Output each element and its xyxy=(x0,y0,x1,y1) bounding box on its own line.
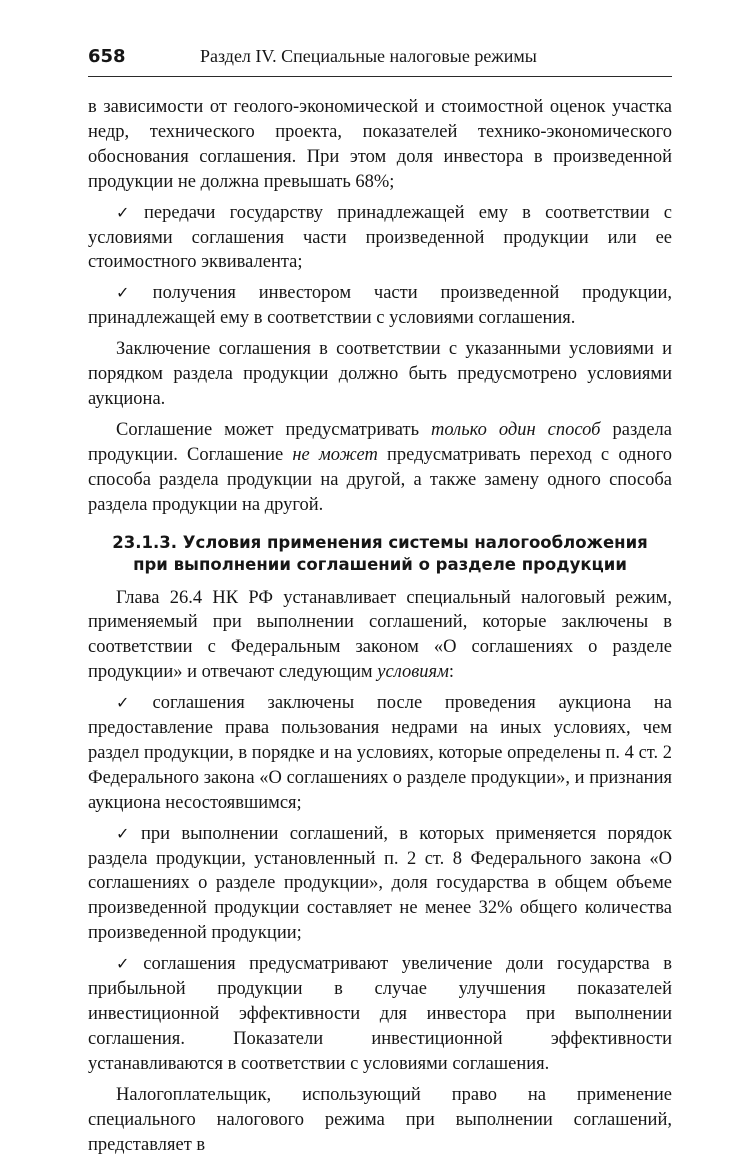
check-icon: ✓ xyxy=(116,693,148,713)
check-icon: ✓ xyxy=(116,283,148,303)
emphasis-text: условиям xyxy=(377,662,449,683)
list-item xyxy=(88,201,672,276)
list-item xyxy=(88,822,672,947)
check-icon: ✓ xyxy=(116,954,139,974)
paragraph: Налогоплательщик, использующий право на применение специального налогового режима при выполнении соглашений, представляет в xyxy=(88,1084,672,1155)
paragraph xyxy=(88,418,672,518)
list-item-text: соглашения заключены после проведения аукциона на предоставление права пользования недрами на иных условиях, чем раздел продукции, в порядке и на условиях, которые определены п. 4 ст. 2 Федерального закона «О соглашениях о разделе продукции», и признания аукциона несостоявшимся; xyxy=(88,693,672,813)
page-body xyxy=(88,95,672,1157)
text-run: Соглашение может предусматривать xyxy=(116,419,432,440)
running-title: Раздел IV. Специальные налоговые режимы xyxy=(200,46,537,66)
section-heading-line: при выполнении соглашений о разделе продукции xyxy=(133,554,627,574)
page-header xyxy=(88,40,672,77)
section-heading xyxy=(88,532,672,576)
check-icon: ✓ xyxy=(116,202,139,222)
text-run: предусматривать переход с одного способа раздела продукции на другой, а также замену одного способа раздела продукции на другой. xyxy=(88,444,672,515)
paragraph: Заключение соглашения в соответствии с указанными условиями и порядком раздела продукции должно быть предусмотрено условиями аукциона. xyxy=(88,339,672,409)
book-page xyxy=(88,40,672,1163)
emphasis-text: только один способ xyxy=(431,419,601,440)
list-item xyxy=(88,952,672,1077)
section-heading-line: 23.1.3. Условия применения системы налогообложения xyxy=(112,532,648,552)
list-item xyxy=(88,691,672,816)
list-item-text: при выполнении соглашений, в которых применяется порядок раздела продукции, установленный п. 2 ст. 8 Федерального закона «О соглашениях о разделе продукции», доля государства в общем объеме произведенной продукции составляет не менее 32% общего количества произведенной продукции; xyxy=(88,823,672,944)
text-run: Глава 26.4 НК РФ устанавливает специальный налоговый режим, применяемый при выполнении соглашений, которые заключены в соответствии с Федеральным законом «О соглашениях о разделе продукции» и отвечают следующим xyxy=(88,587,672,683)
emphasis-text: не может xyxy=(292,444,378,465)
text-run: раздела продукции. Соглашение xyxy=(88,419,672,465)
page-number: 658 xyxy=(88,46,126,67)
list-item xyxy=(88,281,672,331)
list-item-text: соглашения предусматривают увеличение доли государства в прибыльной продукции в случае улучшения показателей инвестиционной эффективности для инвестора при выполнении соглашения. Показатели инвестиционной эффективности устанавливаются в соответствии с условиями соглашения. xyxy=(88,954,672,1074)
list-item-text: получения инвестором части произведенной продукции, принадлежащей ему в соответствии с условиями соглашения. xyxy=(88,283,673,329)
paragraph xyxy=(88,586,672,686)
text-run: : xyxy=(448,662,455,683)
paragraph-continuation: в зависимости от геолого-экономической и стоимостной оценок участка недр, технического проекта, показателей технико-экономического обоснования соглашения. При этом доля инвестора в произведенной продукции не должна превышать 68%; xyxy=(88,97,672,192)
check-icon: ✓ xyxy=(116,823,137,843)
list-item-text: передачи государству принадлежащей ему в соответствии с условиями соглашения части произведенной продукции или ее стоимостного эквивалента; xyxy=(88,202,673,273)
